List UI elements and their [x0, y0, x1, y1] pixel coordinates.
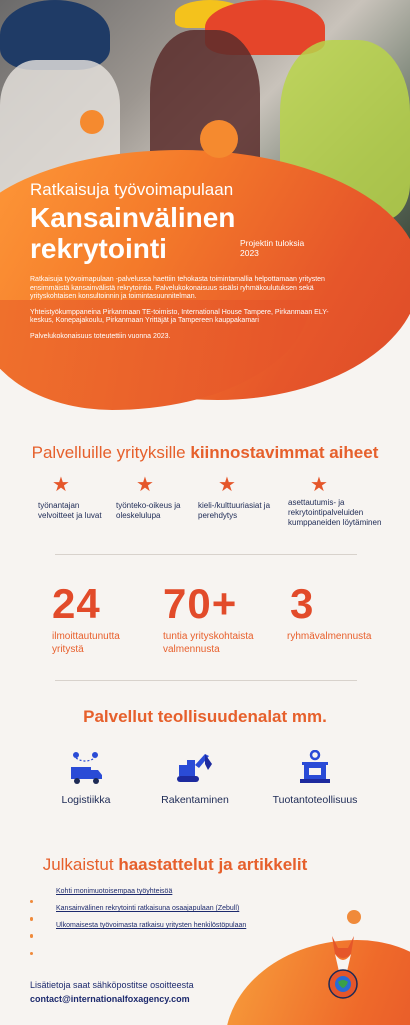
hero-paragraph: Ratkaisuja työvoimapulaan -palvelussa haettiin tehokasta toimintamallia helpottamaan yritysten ensimmäistä kansainvälistä rekrytointia. Palvelukokonaisuus sisälsi ryhmäkoulutuksen sekä yrityskohtaisen konsultoinnin ja toimintasuunnitelman. — [30, 276, 325, 300]
stat-value: 24 — [52, 580, 101, 627]
article-link[interactable]: Kohti monimuotoisempaa työyhteisöä — [56, 888, 173, 895]
star-icon: ★ — [136, 474, 154, 496]
fox-logo-icon — [318, 932, 368, 1004]
contact-text: Lisätietoja saat sähköpostitse osoitteesta — [30, 980, 194, 990]
stat-label: ilmoittautunutta yritystä — [52, 631, 120, 655]
divider — [55, 680, 357, 681]
articles-heading: Julkaistut haastattelut ja artikkelit — [42, 855, 308, 874]
topic-item: työnantajan velvoitteet ja luvat — [38, 501, 102, 520]
star-icon: ★ — [52, 474, 70, 496]
industries-heading: Palvellut teollisuudenalat mm. — [83, 707, 327, 726]
hero-paragraph: Yhteistyökumppaneina Pirkanmaan TE-toimisto, International House Tampere, Pirkanmaan ELY-keskus, Konepajakoulu, Pirkanmaan Yrittäjät ja Tampereen kauppakamari — [30, 308, 329, 324]
divider — [55, 554, 357, 555]
contact-email[interactable]: contact@internationalfoxagency.com — [30, 994, 190, 1004]
topic-item: kieli-/kulttuuriasiat ja perehdytys — [198, 501, 271, 520]
topic-item: työnteko-oikeus ja oleskelulupa — [116, 501, 181, 520]
hero-note: Projektin tuloksia 2023 — [240, 238, 305, 258]
industry-label: Rakentaminen — [161, 794, 229, 806]
industry-item — [250, 750, 380, 806]
industry-item — [130, 750, 260, 806]
stat-value: 70+ — [163, 580, 238, 627]
hero-subtitle: Ratkaisuja työvoimapulaan — [30, 180, 234, 199]
contact-block — [30, 978, 194, 1006]
star-icon: ★ — [310, 474, 328, 496]
stat-label: tuntia yrityskohtaista valmennusta — [163, 631, 254, 655]
hero-title-line2: rekrytointi — [30, 233, 167, 264]
topics-heading: Palvelluille yrityksille kiinnostavimmat aiheet — [31, 443, 379, 462]
truck-icon — [68, 750, 104, 786]
article-link[interactable]: Kansainvälinen rekrytointi ratkaisuna osaajapulaan (Zebull) — [56, 905, 240, 912]
hero-paragraph: Palvelukokonaisuus toteutettiin vuonna 2023. — [30, 332, 171, 340]
stat-label: ryhmävalmennusta — [287, 631, 372, 642]
factory-icon — [297, 750, 333, 786]
decorative-circle — [80, 110, 104, 134]
article-link[interactable]: Ulkomaisesta työvoimasta ratkaisu yritysten henkilöstöpulaan — [56, 922, 247, 929]
bullet-dots — [30, 924, 42, 960]
topic-item: asettautumis- ja rekrytointipalveluiden kumppaneiden löytäminen — [288, 498, 382, 527]
decorative-circle — [347, 910, 361, 924]
decorative-circle — [200, 120, 238, 158]
hero-title-line1: Kansainvälinen — [30, 202, 236, 233]
excavator-icon — [175, 750, 215, 786]
stat-value: 3 — [290, 580, 315, 627]
hero-text-block — [30, 180, 370, 348]
star-icon: ★ — [218, 474, 236, 496]
industry-label: Logistiikka — [61, 794, 111, 806]
industry-label: Tuotantoteollisuus — [272, 794, 358, 806]
hero-body — [30, 276, 330, 341]
